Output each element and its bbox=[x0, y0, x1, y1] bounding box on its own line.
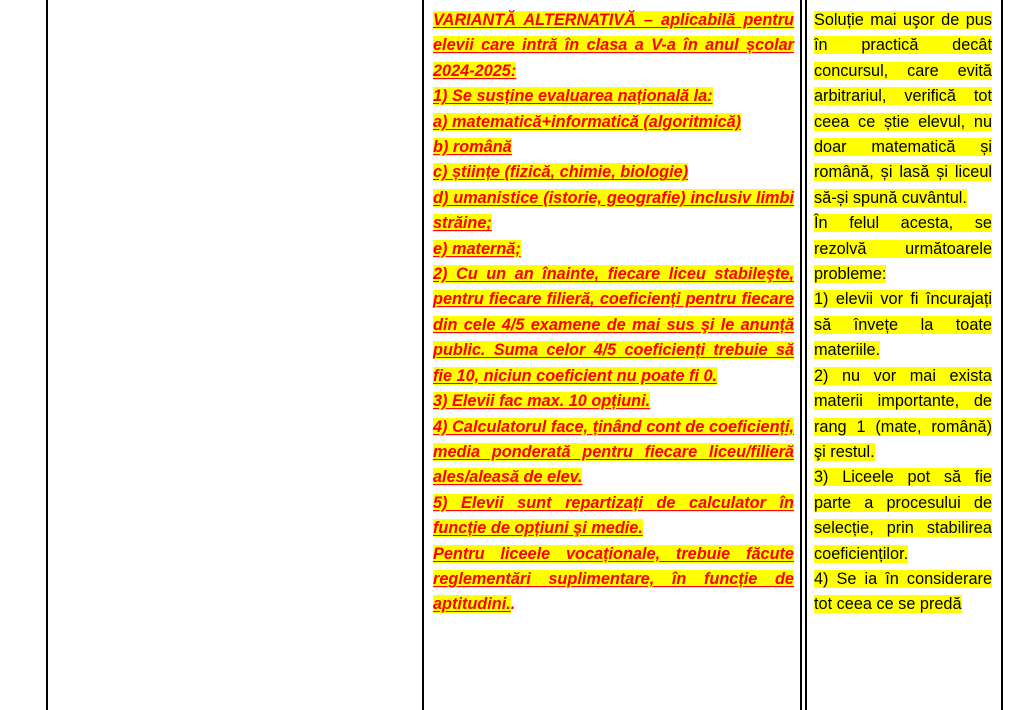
alt-point-2: 2) Cu un an înainte, fiecare liceu stabileşte, pentru fiecare filieră, coeficienți pentru fiecare din cele 4/5 examene de mai sus şi le anunță public. Suma celor 4/5 coeficienți trebuie să fie 10, niciun coeficient nu poate fi 0. bbox=[433, 265, 794, 385]
alt-point-4: 4) Calculatorul face, ținând cont de coeficienți, media ponderată pentru fiecare liceu/filieră ales/aleasă de elev. bbox=[433, 417, 794, 487]
explanation-problems-heading: În felul acesta, se rezolvă următoarele probleme: bbox=[814, 214, 992, 284]
explanation-item-2: 2) nu vor mai exista materii importante, de rang 1 (mate, română) şi restul. bbox=[814, 366, 992, 461]
alternative-variant-cell bbox=[433, 8, 794, 618]
explanation-item-1: 1) elevii vor fi încurajați să învețe la toate materiile. bbox=[814, 290, 992, 360]
explanation-item-4: 4) Se ia în considerare tot ceea ce se predă bbox=[814, 569, 992, 614]
alt-trailing-period: . bbox=[510, 595, 516, 614]
alt-subpoint-e: e) maternă; bbox=[433, 239, 521, 258]
alt-point-1: 1) Se susține evaluarea națională la: bbox=[433, 87, 713, 106]
alt-subpoint-c: c) științe (fizică, chimie, biologie) bbox=[433, 163, 689, 182]
explanation-cell bbox=[814, 8, 992, 618]
table-border-inner-3 bbox=[805, 0, 807, 710]
alt-vocational-note: Pentru liceele vocaționale, trebuie făcute reglementări suplimentare, în funcție de aptitudini.. bbox=[433, 544, 794, 614]
table-border-left bbox=[46, 0, 48, 710]
table-border-inner-2 bbox=[800, 0, 802, 710]
explanation-item-3: 3) Liceele pot să fie parte a procesului de selecție, prin stabilirea coeficienților. bbox=[814, 468, 992, 563]
alt-point-5: 5) Elevii sunt repartizați de calculator în funcție de opțiuni şi medie. bbox=[433, 493, 794, 538]
alt-subpoint-d: d) umanistice (istorie, geografie) inclusiv limbi străine; bbox=[433, 188, 794, 233]
alt-subpoint-b: b) română bbox=[433, 138, 512, 157]
explanation-intro: Soluție mai uşor de pus în practică decât concursul, care evită arbitrariul, verifică tot ceea ce știe elevul, nu doar matematică și română, și lasă și liceul să-și spună cuvântul. bbox=[814, 11, 992, 207]
table-border-inner-1 bbox=[422, 0, 424, 710]
alt-subpoint-a: a) matematică+informatică (algoritmică) bbox=[433, 112, 742, 131]
table-border-right bbox=[1001, 0, 1003, 710]
alt-heading: VARIANTĂ ALTERNATIVĂ – aplicabilă pentru elevii care intră în clasa a V-a în anul școlar 2024-2025: bbox=[433, 11, 794, 80]
alt-point-3: 3) Elevii fac max. 10 opțiuni. bbox=[433, 392, 651, 411]
